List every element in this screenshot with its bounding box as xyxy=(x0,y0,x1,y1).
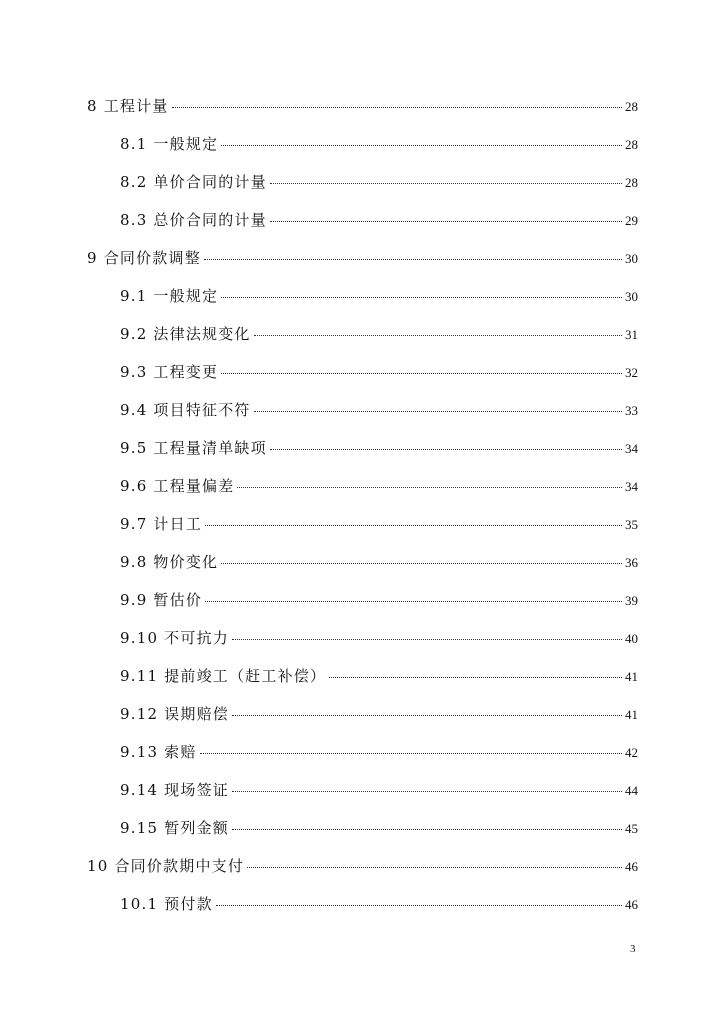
toc-entry[interactable] xyxy=(120,780,638,801)
toc-entry-page: 28 xyxy=(625,137,638,152)
toc-entry-title: 9.13 索赔 xyxy=(120,743,197,761)
toc-entry-title: 9.10 不可抗力 xyxy=(120,629,229,647)
toc-entry-page: 30 xyxy=(625,289,638,304)
toc-entry[interactable] xyxy=(120,552,638,573)
toc-entry-title: 8.1 一般规定 xyxy=(120,135,219,153)
toc-leader-dots xyxy=(205,601,622,602)
toc-entry[interactable] xyxy=(120,362,638,383)
toc-leader-dots xyxy=(247,867,622,868)
toc-entry-page: 45 xyxy=(625,821,638,836)
toc-leader-dots xyxy=(221,373,622,374)
toc-entry-page: 36 xyxy=(625,555,638,570)
toc-leader-dots xyxy=(204,259,622,260)
toc-entry[interactable] xyxy=(120,134,638,155)
toc-entry[interactable] xyxy=(120,286,638,307)
toc-entry-page: 28 xyxy=(625,175,638,190)
toc-entry-page: 40 xyxy=(625,631,638,646)
toc-entry-title: 8.2 单价合同的计量 xyxy=(120,173,267,191)
toc-entry-page: 39 xyxy=(625,593,638,608)
toc-leader-dots xyxy=(205,525,622,526)
toc-entry-page: 46 xyxy=(625,897,638,912)
toc-entry-page: 28 xyxy=(625,99,638,114)
toc-entry-title: 9.1 一般规定 xyxy=(120,287,219,305)
toc-leader-dots xyxy=(254,411,622,412)
toc-entry[interactable] xyxy=(120,324,638,345)
toc-entry-title: 9.3 工程变更 xyxy=(120,363,219,381)
toc-leader-dots xyxy=(254,335,622,336)
toc-entry[interactable] xyxy=(87,96,638,117)
toc-entry[interactable] xyxy=(87,248,638,269)
toc-entry-title: 9.5 工程量清单缺项 xyxy=(120,439,267,457)
toc-entry[interactable] xyxy=(120,666,638,687)
toc-entry-title: 10 合同价款期中支付 xyxy=(87,857,245,875)
toc-entry-page: 46 xyxy=(625,859,638,874)
toc-entry[interactable] xyxy=(120,704,638,725)
toc-leader-dots xyxy=(221,145,622,146)
toc-entry[interactable] xyxy=(120,590,638,611)
toc-entry-title: 9.14 现场签证 xyxy=(120,781,229,799)
toc-leader-dots xyxy=(172,107,622,108)
toc-entry-title: 9.11 提前竣工（赶工补偿） xyxy=(120,667,327,685)
toc-entry-title: 9 合同价款调整 xyxy=(87,249,201,267)
page-number: 3 xyxy=(630,943,636,955)
toc-entry-page: 33 xyxy=(625,403,638,418)
toc-entry[interactable] xyxy=(87,856,638,877)
toc-entry-page: 31 xyxy=(625,327,638,342)
toc-entry-page: 42 xyxy=(625,745,638,760)
toc-entry-title: 9.7 计日工 xyxy=(120,515,203,533)
toc-leader-dots xyxy=(232,791,622,792)
toc-entry-title: 9.2 法律法规变化 xyxy=(120,325,251,343)
toc-entry-page: 29 xyxy=(625,213,638,228)
toc-entry[interactable] xyxy=(120,476,638,497)
toc-entry-title: 9.6 工程量偏差 xyxy=(120,477,235,495)
toc-leader-dots xyxy=(216,905,622,906)
toc-entry-page: 34 xyxy=(625,441,638,456)
toc-entry[interactable] xyxy=(120,818,638,839)
toc-entry[interactable] xyxy=(120,628,638,649)
toc-entry-title: 9.12 误期赔偿 xyxy=(120,705,229,723)
toc-entry-page: 41 xyxy=(625,707,638,722)
toc-entry[interactable] xyxy=(120,438,638,459)
toc-entry-title: 9.8 物价变化 xyxy=(120,553,219,571)
toc-leader-dots xyxy=(232,829,622,830)
toc-entry[interactable] xyxy=(120,172,638,193)
toc-entry[interactable] xyxy=(120,400,638,421)
toc-leader-dots xyxy=(232,639,622,640)
toc-leader-dots xyxy=(200,753,622,754)
toc-entry-title: 10.1 预付款 xyxy=(120,895,213,913)
toc-entry[interactable] xyxy=(120,210,638,231)
toc-leader-dots xyxy=(232,715,622,716)
toc-entry-page: 34 xyxy=(625,479,638,494)
toc-leader-dots xyxy=(221,297,622,298)
toc-entry-title: 9.4 项目特征不符 xyxy=(120,401,251,419)
toc-entry[interactable] xyxy=(120,894,638,915)
toc-entry-page: 35 xyxy=(625,517,638,532)
toc-leader-dots xyxy=(270,449,622,450)
toc-leader-dots xyxy=(270,183,622,184)
toc-leader-dots xyxy=(221,563,622,564)
toc-entry-title: 8.3 总价合同的计量 xyxy=(120,211,267,229)
toc-entry-page: 32 xyxy=(625,365,638,380)
toc-entry[interactable] xyxy=(120,514,638,535)
toc-leader-dots xyxy=(270,221,622,222)
toc-entry-page: 30 xyxy=(625,251,638,266)
toc-entry-title: 8 工程计量 xyxy=(87,97,169,115)
toc-entry-page: 44 xyxy=(625,783,638,798)
toc-entry-page: 41 xyxy=(625,669,638,684)
toc-entry[interactable] xyxy=(120,742,638,763)
toc-leader-dots xyxy=(237,487,622,488)
toc-leader-dots xyxy=(329,677,622,678)
toc-entry-title: 9.9 暂估价 xyxy=(120,591,203,609)
toc-entry-title: 9.15 暂列金额 xyxy=(120,819,229,837)
